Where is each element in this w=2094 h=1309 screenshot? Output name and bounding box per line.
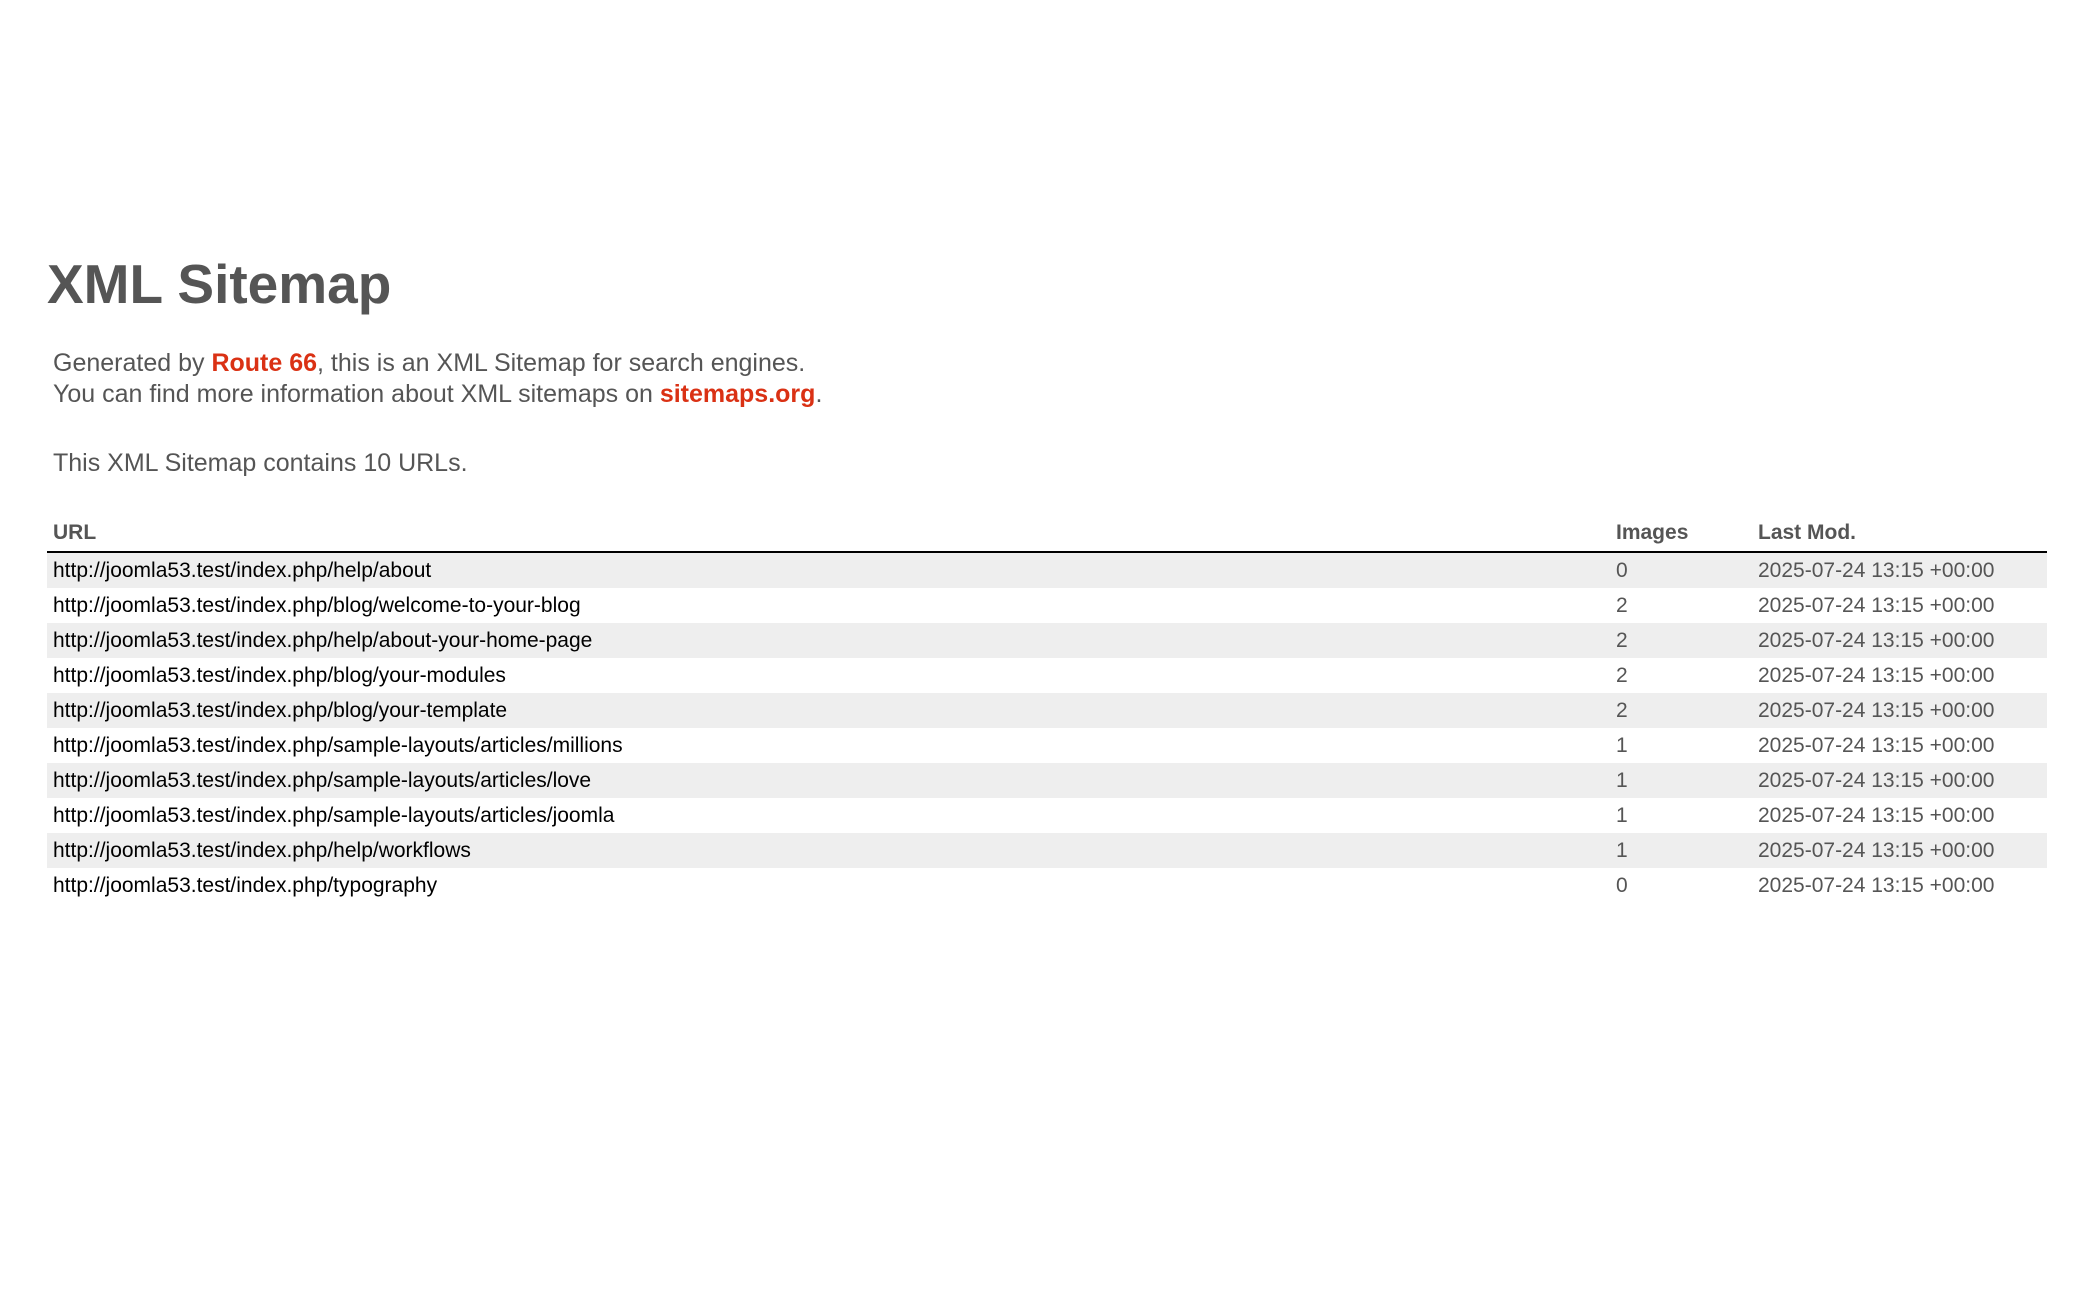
url-link[interactable]: http://joomla53.test/index.php/sample-layouts/articles/joomla: [53, 803, 615, 827]
images-count-cell: 1: [1610, 833, 1752, 868]
last-mod-cell: 2025-07-24 13:15 +00:00: [1752, 833, 2047, 868]
images-count-cell: 1: [1616, 803, 1628, 827]
url-cell: [47, 833, 1610, 868]
images-count-cell: 0: [1616, 873, 1628, 897]
images-count-cell: 2: [1616, 663, 1628, 687]
images-count-cell: 1: [1610, 763, 1752, 798]
table-row: [47, 798, 2047, 833]
url-link[interactable]: http://joomla53.test/index.php/help/about: [53, 558, 432, 582]
table-row: [47, 623, 2047, 658]
images-count-cell: 2: [1610, 693, 1752, 728]
url-cell: [47, 728, 1610, 763]
url-link[interactable]: http://joomla53.test/index.php/blog/your-modules: [53, 663, 506, 687]
page-title: XML Sitemap: [47, 253, 392, 315]
url-count-text: This XML Sitemap contains 10 URLs.: [53, 449, 468, 477]
intro-line2-prefix: You can find more information about XML sitemaps on: [53, 380, 660, 408]
table-row: [47, 588, 2047, 623]
sitemap-table: [47, 515, 2047, 903]
table-header-row: [47, 515, 2047, 552]
url-link[interactable]: http://joomla53.test/index.php/sample-layouts/articles/love: [53, 768, 592, 792]
last-mod-cell: 2025-07-24 13:15 +00:00: [1758, 663, 1995, 687]
table-row: [47, 693, 2047, 728]
url-link[interactable]: http://joomla53.test/index.php/help/workflows: [53, 838, 471, 862]
table-row: [47, 833, 2047, 868]
url-link[interactable]: http://joomla53.test/index.php/sample-layouts/articles/millions: [53, 733, 623, 757]
url-link[interactable]: http://joomla53.test/index.php/typography: [53, 873, 438, 897]
table-row: [47, 728, 2047, 763]
last-mod-cell: 2025-07-24 13:15 +00:00: [1752, 623, 2047, 658]
url-cell: [47, 658, 1610, 693]
column-header-images: Images: [1610, 515, 1752, 552]
sitemaps-org-link[interactable]: sitemaps.org: [659, 380, 816, 408]
column-header-last-mod: Last Mod.: [1752, 515, 2047, 552]
images-count-cell: 0: [1610, 552, 1752, 588]
route66-link[interactable]: Route 66: [211, 349, 318, 377]
table-row: [47, 658, 2047, 693]
last-mod-cell: 2025-07-24 13:15 +00:00: [1758, 733, 1995, 757]
table-row: [47, 552, 2047, 588]
images-count-cell: 2: [1616, 593, 1628, 617]
url-cell: [47, 798, 1610, 833]
intro-line1-prefix: Generated by: [53, 349, 212, 377]
last-mod-cell: 2025-07-24 13:15 +00:00: [1752, 552, 2047, 588]
intro-line1-suffix: , this is an XML Sitemap for search engines.: [317, 349, 806, 377]
table-row: [47, 868, 2047, 903]
last-mod-cell: 2025-07-24 13:15 +00:00: [1758, 873, 1995, 897]
url-cell: [47, 588, 1610, 623]
images-count-cell: 2: [1610, 623, 1752, 658]
url-cell: [47, 763, 1610, 798]
last-mod-cell: 2025-07-24 13:15 +00:00: [1752, 763, 2047, 798]
url-link[interactable]: http://joomla53.test/index.php/blog/your-template: [53, 698, 508, 722]
url-link[interactable]: http://joomla53.test/index.php/blog/welcome-to-your-blog: [53, 593, 581, 617]
intro-line2-suffix: .: [815, 380, 823, 408]
intro-text: [53, 348, 822, 410]
images-count-cell: 1: [1616, 733, 1628, 757]
url-cell: [47, 623, 1610, 658]
last-mod-cell: 2025-07-24 13:15 +00:00: [1752, 693, 2047, 728]
last-mod-cell: 2025-07-24 13:15 +00:00: [1758, 803, 1995, 827]
url-cell: [47, 693, 1610, 728]
column-header-url: URL: [47, 515, 1610, 552]
url-link[interactable]: http://joomla53.test/index.php/help/about-your-home-page: [53, 628, 593, 652]
table-row: [47, 763, 2047, 798]
last-mod-cell: 2025-07-24 13:15 +00:00: [1758, 593, 1995, 617]
url-cell: [47, 868, 1610, 903]
url-cell: [47, 552, 1610, 588]
